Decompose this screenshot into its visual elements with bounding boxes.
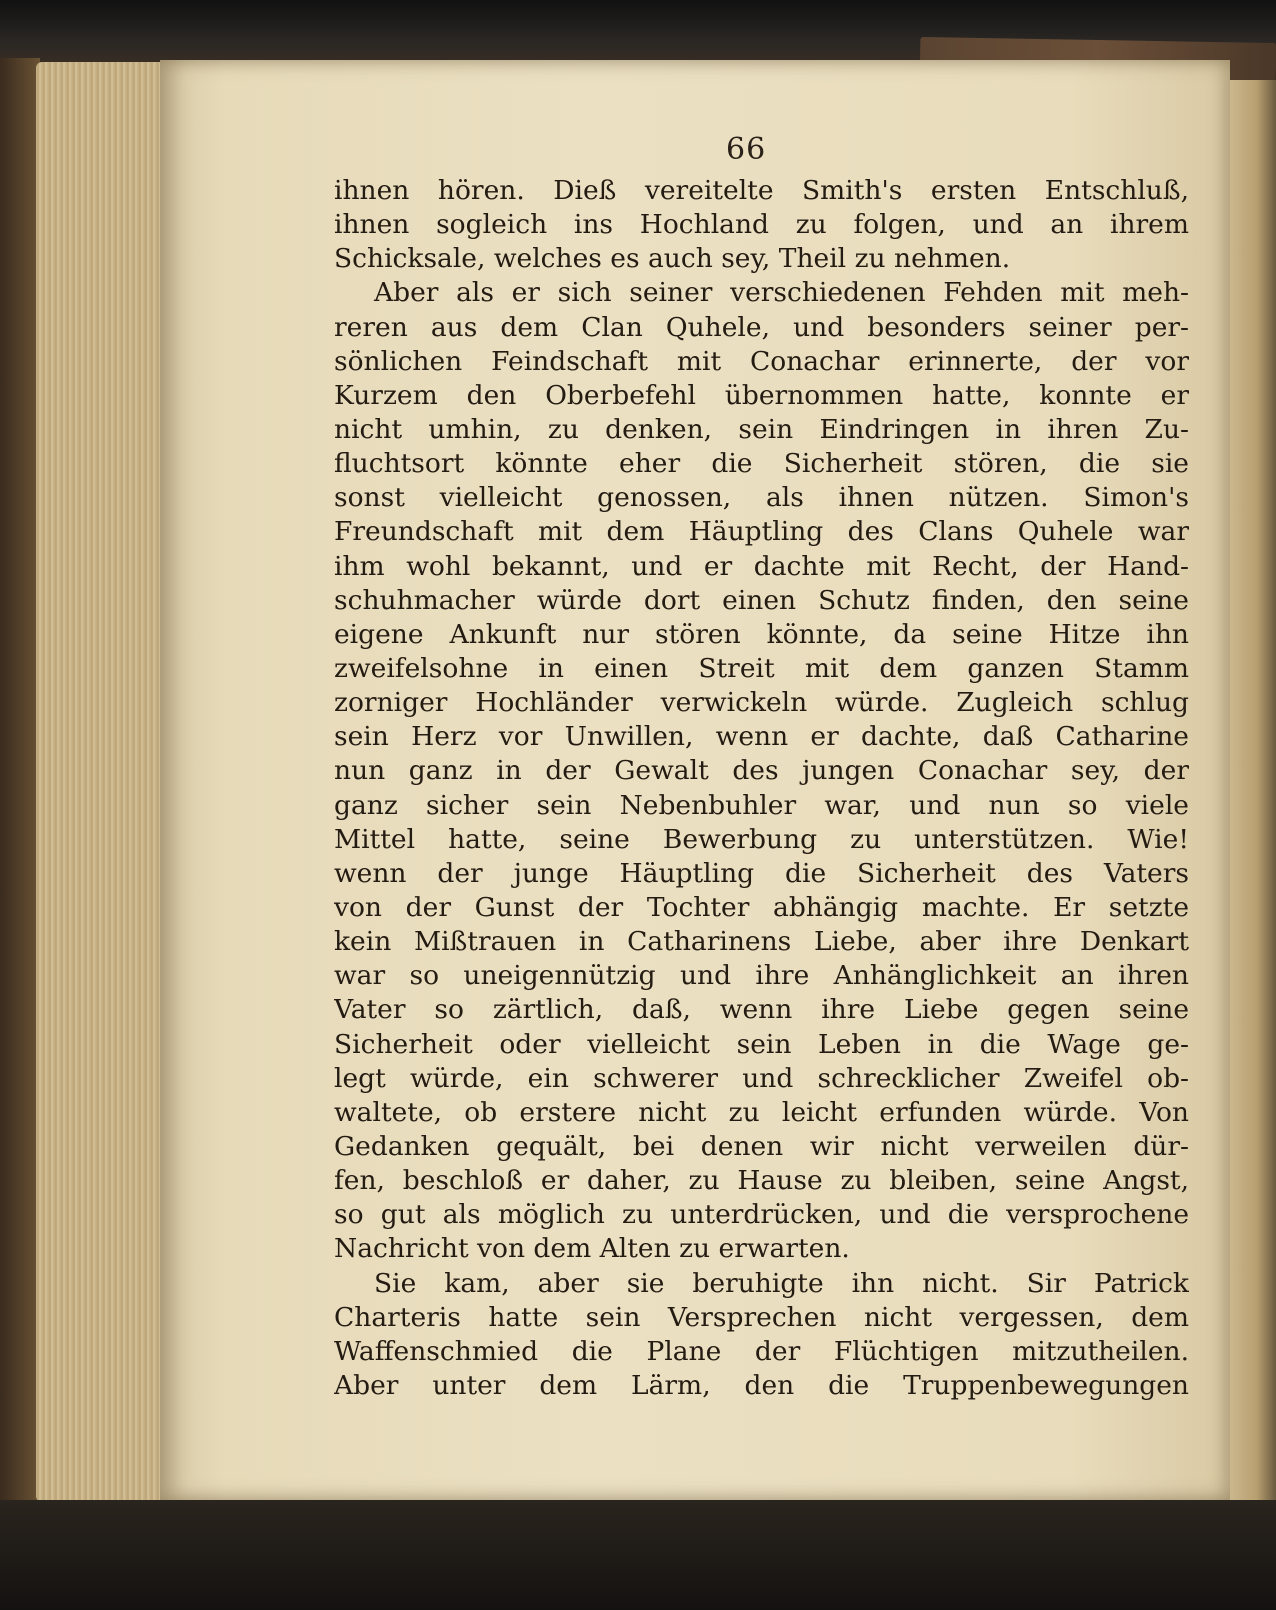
text-line: Charteris hatte sein Versprechen nicht vergessen, dem — [334, 1301, 1189, 1333]
text-line: zweifelsohne in einen Streit mit dem ganzen Stamm — [334, 652, 1189, 684]
text-line: war so uneigennützig und ihre Anhänglichkeit an ihren — [334, 960, 1189, 992]
text-line: ihnen hören. Dieß vereitelte Smith's ersten Entschluß, — [334, 175, 1189, 206]
text-line: reren aus dem Clan Quhele, und besonders seiner per- — [334, 311, 1189, 343]
text-line: Nachricht von dem Alten zu erwarten. — [334, 1233, 850, 1265]
text-line: sönlichen Feindschaft mit Conachar erinnerte, der vor — [334, 345, 1189, 377]
text-line: ganz sicher sein Nebenbuhler war, und nun so viele — [334, 789, 1189, 821]
text-line: ihnen sogleich ins Hochland zu folgen, und an ihrem — [334, 209, 1189, 241]
text-line: kein Mißtrauen in Catharinens Liebe, aber ihre Denkart — [334, 926, 1189, 958]
text-line: fluchtsort könnte eher die Sicherheit stören, die sie — [334, 448, 1189, 480]
text-line: Schicksale, welches es auch sey, Theil zu nehmen. — [334, 243, 1011, 275]
text-line: zorniger Hochländer verwickeln würde. Zugleich schlug — [334, 687, 1189, 719]
facing-page-edge — [1228, 80, 1276, 1500]
page-number: 66 — [726, 132, 767, 167]
page-stack-edge — [36, 62, 166, 1502]
text-line: Gedanken gequält, bei denen wir nicht verweilen dür- — [334, 1130, 1189, 1162]
text-line: Vater so zärtlich, daß, wenn ihre Liebe gegen seine — [334, 994, 1189, 1026]
text-line: Kurzem den Oberbefehl übernommen hatte, konnte er — [334, 379, 1189, 411]
text-line: so gut als möglich zu unterdrücken, und die versprochene — [334, 1199, 1189, 1231]
text-line: ihm wohl bekannt, und er dachte mit Recht, der Hand- — [334, 550, 1189, 582]
text-line: Aber als er sich seiner verschiedenen Fehden mit meh- — [374, 277, 1189, 309]
book-cover-edge — [0, 58, 40, 1506]
text-line: Sicherheit oder vielleicht sein Leben in die Wage ge- — [334, 1028, 1189, 1060]
text-line: legt würde, ein schwerer und schrecklicher Zweifel ob- — [334, 1062, 1189, 1094]
body-text — [334, 174, 1189, 1403]
text-line: waltete, ob erstere nicht zu leicht erfunden würde. Von — [334, 1096, 1189, 1128]
text-line: nun ganz in der Gewalt des jungen Conachar sey, der — [334, 755, 1189, 787]
text-line: nicht umhin, zu denken, sein Eindringen in ihren Zu- — [334, 413, 1189, 445]
scan-frame-bottom — [0, 1500, 1276, 1610]
text-line: Waffenschmied die Plane der Flüchtigen mitzutheilen. — [334, 1335, 1189, 1367]
text-line: schuhmacher würde dort einen Schutz finden, den seine — [334, 584, 1189, 616]
text-line: sein Herz vor Unwillen, wenn er dachte, daß Catharine — [334, 721, 1189, 753]
text-line: fen, beschloß er daher, zu Hause zu bleiben, seine Angst, — [334, 1165, 1189, 1197]
text-line: von der Gunst der Tochter abhängig machte. Er setzte — [334, 891, 1189, 923]
text-line: Freundschaft mit dem Häuptling des Clans Quhele war — [334, 516, 1189, 548]
text-line: Sie kam, aber sie beruhigte ihn nicht. Sir Patrick — [374, 1267, 1189, 1299]
text-line: wenn der junge Häuptling die Sicherheit des Vaters — [334, 857, 1189, 889]
text-line: sonst vielleicht genossen, als ihnen nützen. Simon's — [334, 482, 1189, 514]
text-line: eigene Ankunft nur stören könnte, da seine Hitze ihn — [334, 618, 1189, 650]
text-line: Aber unter dem Lärm, den die Truppenbewegungen — [334, 1369, 1189, 1401]
text-line: Mittel hatte, seine Bewerbung zu unterstützen. Wie! — [334, 823, 1189, 855]
